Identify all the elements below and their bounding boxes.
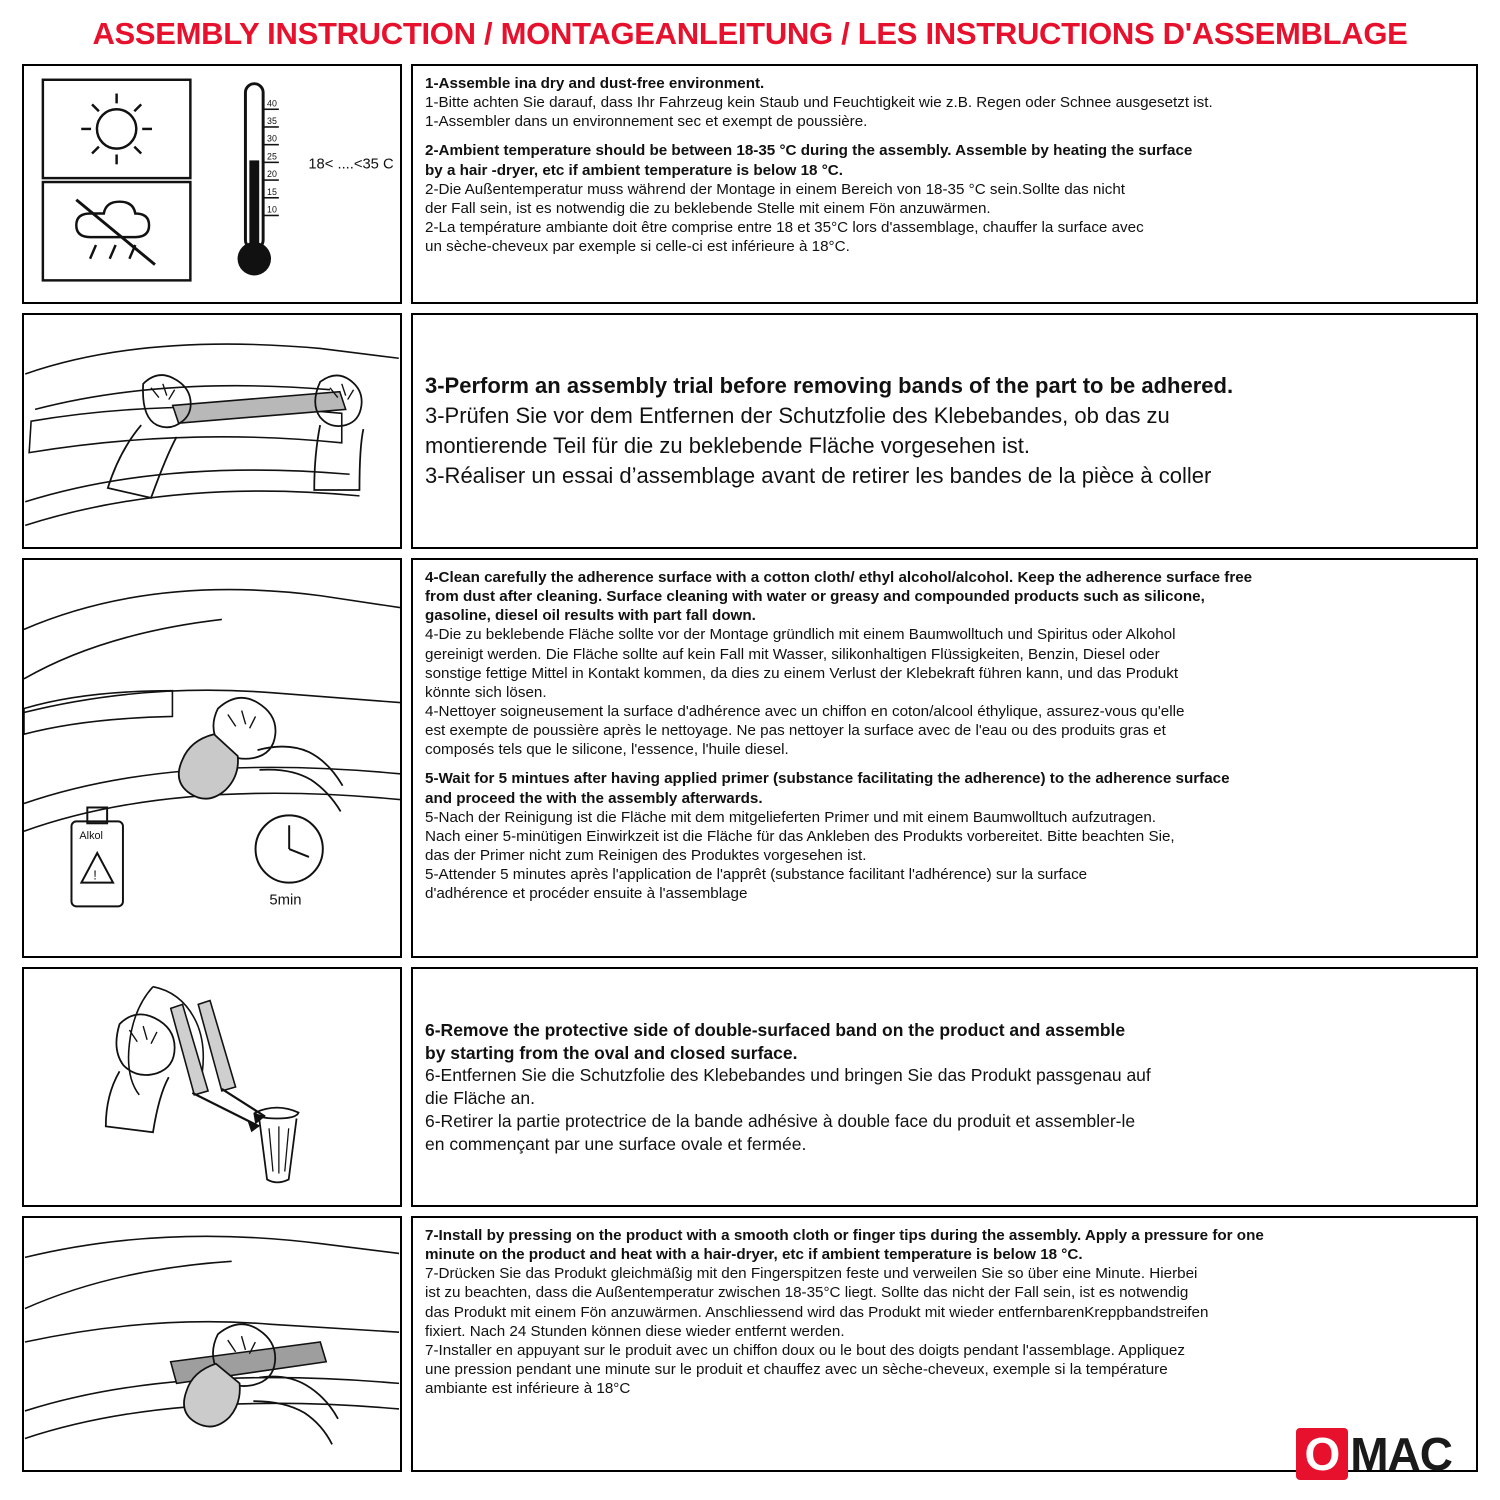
step2-line-en-2: by a hair -dryer, etc if ambient temperature is below 18 °C. bbox=[425, 161, 843, 179]
step3-line-fr: 3-Réaliser un essai d’assemblage avant de retirer les bandes de la pièce à coller bbox=[425, 462, 1212, 488]
step1-line-fr: 1-Assembler dans un environnement sec et exempt de poussière. bbox=[425, 113, 868, 131]
step-text-6 bbox=[411, 967, 1478, 1207]
step-row-2 bbox=[22, 313, 1478, 549]
step7-line-de-2: ist zu beachten, dass die Außentemperatur zwischen 18-35°C liegt. Sollte das nicht der Fall sein, ist es notwendig bbox=[425, 1284, 1189, 1302]
step-text-1-2 bbox=[411, 64, 1478, 304]
step2-line-fr-2: un sèche-cheveux par exemple si celle-ci est inférieure à 18°C. bbox=[425, 238, 850, 256]
step5-line-fr-2: d'adhérence et procéder ensuite à l'assemblage bbox=[425, 885, 748, 903]
step5-line-de-1: 5-Nach der Reinigung ist die Fläche mit dem mitgelieferten Primer und mit einem Baumwolltuch aufzutragen. bbox=[425, 808, 1157, 826]
svg-text:10: 10 bbox=[267, 204, 277, 215]
logo-wordmark: MAC bbox=[1350, 1428, 1452, 1480]
step5-line-fr-1: 5-Attender 5 minutes après l'application de l'apprêt (substance facilitant l'adhérence) sur la surface bbox=[425, 866, 1088, 884]
step2-line-fr-1: 2-La température ambiante doit être comprise entre 18 et 35°C lors d'assemblage, chauffer la surface avec bbox=[425, 218, 1144, 236]
step-text-3 bbox=[411, 313, 1478, 549]
step7-line-fr-2: une pression pendant une minute sur le produit et chauffez avec un sèche-cheveux, exemple si la température bbox=[425, 1360, 1168, 1378]
step3-line-de-1: 3-Prüfen Sie vor dem Entfernen der Schutzfolie des Klebebandes, ob das zu bbox=[425, 403, 1170, 429]
illustration-clean-surface bbox=[22, 558, 402, 958]
step-text-4-5 bbox=[411, 558, 1478, 958]
step4-line-fr-1: 4-Nettoyer soigneusement la surface d'adhérence avec un chiffon en coton/alcool éthylique, assurez-vous qu'elle bbox=[425, 702, 1185, 720]
illustration-trial-fit bbox=[22, 313, 402, 549]
step4-line-de-3: sonstige fettige Mittel in Kontakt kommen, da dies zu einem Verlust der Klebekraft führen kann, und das Produkt bbox=[425, 664, 1179, 682]
step4-line-en-1: 4-Clean carefully the adherence surface with a cotton cloth/ ethyl alcohol/alcohol. Keep the adherence surface free bbox=[425, 569, 1253, 586]
step7-line-en-1: 7-Install by pressing on the product with a smooth cloth or finger tips during the assembly. Apply a pressure for one bbox=[425, 1227, 1264, 1244]
step4-line-de-1: 4-Die zu beklebende Fläche sollte vor der Montage gründlich mit einem Baumwolltuch und Spiritus oder Alkohol bbox=[425, 626, 1176, 644]
step5-line-de-3: das der Primer nicht zum Reinigen des Produktes vorgesehen ist. bbox=[425, 846, 867, 864]
step4-line-en-2: from dust after cleaning. Surface cleaning with water or greasy and compounded products such as silicone, bbox=[425, 588, 1205, 606]
step2-line-en-1: 2-Ambient temperature should be between 18-35 °C during the assembly. Assemble by heating the surface bbox=[425, 142, 1193, 160]
env-temp-drawing bbox=[24, 66, 400, 302]
step-row-4 bbox=[22, 967, 1478, 1207]
svg-text:15: 15 bbox=[267, 186, 277, 197]
step7-line-fr-1: 7-Installer en appuyant sur le produit avec un chiffon doux ou le bout des doigts pendant l'assemblage. Appliquez bbox=[425, 1341, 1185, 1359]
step3-line-en: 3-Perform an assembly trial before removing bands of the part to be adhered. bbox=[425, 373, 1234, 399]
step7-line-de-3: das Produkt mit einem Fön anzuwärmen. Anschliessend wird das Produkt mit wieder entfernbarenKreppbandstreifen bbox=[425, 1303, 1209, 1321]
svg-text:20: 20 bbox=[267, 169, 277, 180]
illustration-press-product bbox=[22, 1216, 402, 1472]
step4-line-fr-3: composés tels que le silicone, l'essence, l'huile diesel. bbox=[425, 741, 789, 759]
step4-line-en-3: gasoline, diesel oil results with part fall down. bbox=[425, 607, 756, 625]
trial-fit-drawing bbox=[24, 315, 400, 547]
step4-line-de-4: könnte sich lösen. bbox=[425, 683, 547, 701]
svg-text:30: 30 bbox=[267, 133, 277, 144]
step1-line-de: 1-Bitte achten Sie darauf, dass Ihr Fahrzeug kein Staub und Feuchtigkeit wie z.B. Regen oder Schnee ausgesetzt ist. bbox=[425, 94, 1213, 112]
svg-text:!: ! bbox=[93, 867, 97, 883]
step5-line-de-2: Nach einer 5-minütigen Einwirkzeit ist die Fläche für das Ankleben des Produkts vorbereitet. Bitte beachten Sie, bbox=[425, 827, 1175, 845]
clock-label: 5min bbox=[269, 892, 302, 909]
step-row-3 bbox=[22, 558, 1478, 958]
step6-line-en-1: 6-Remove the protective side of double-surfaced band on the product and assemble bbox=[425, 1019, 1126, 1040]
step7-line-de-4: fixiert. Nach 24 Stunden können diese wieder entfernt werden. bbox=[425, 1322, 845, 1340]
step3-line-de-2: montierende Teil für die zu beklebende Fläche vorgesehen ist. bbox=[425, 433, 1030, 458]
step7-line-fr-3: ambiante est inférieure à 18°C bbox=[425, 1380, 631, 1398]
illustration-environment-temperature bbox=[22, 64, 402, 304]
svg-text:40: 40 bbox=[267, 98, 277, 109]
step5-line-en-1: 5-Wait for 5 mintues after having applied primer (substance facilitating the adherence) to the adherence surface bbox=[425, 770, 1230, 788]
step7-line-de-1: 7-Drücken Sie das Produkt gleichmäßig mit den Fingerspitzen feste und verweilen Sie so über eine Minute. Hierbei bbox=[425, 1265, 1198, 1283]
svg-text:25: 25 bbox=[267, 151, 277, 162]
bottle-label: Alkol bbox=[79, 830, 103, 843]
steps-container bbox=[22, 64, 1478, 1494]
press-product-drawing bbox=[24, 1218, 400, 1470]
step7-line-en-2: minute on the product and heat with a hair-dryer, etc if ambient temperature is below 18 °C. bbox=[425, 1246, 1083, 1264]
omac-logo bbox=[1296, 1428, 1452, 1480]
illustration-remove-liner bbox=[22, 967, 402, 1207]
step6-line-en-2: by starting from the oval and closed surface. bbox=[425, 1042, 798, 1063]
step-row-5 bbox=[22, 1216, 1478, 1472]
step-row-1 bbox=[22, 64, 1478, 304]
step1-line-en: 1-Assemble ina dry and dust-free environment. bbox=[425, 75, 765, 92]
step6-line-de-2: die Fläche an. bbox=[425, 1088, 535, 1108]
remove-liner-drawing bbox=[24, 969, 400, 1205]
step6-line-fr-1: 6-Retirer la partie protectrice de la bande adhésive à double face du produit et assembler-le bbox=[425, 1110, 1136, 1131]
step2-line-de-2: der Fall sein, ist es notwendig die zu beklebende Stelle mit einem Fön anzuwärmen. bbox=[425, 199, 991, 217]
clean-surface-drawing bbox=[24, 560, 400, 956]
temp-range-label: 18< ....<35 C bbox=[308, 156, 394, 173]
logo-mark-o: O bbox=[1296, 1428, 1348, 1480]
page-title: ASSEMBLY INSTRUCTION / MONTAGEANLEITUNG / LES INSTRUCTIONS D'ASSEMBLAGE bbox=[92, 16, 1408, 51]
step5-line-en-2: and proceed the with the assembly afterwards. bbox=[425, 789, 763, 807]
step4-line-fr-2: est exempte de poussière après le nettoyage. Ne pas nettoyer la surface avec de l'eau ou des produits gras et bbox=[425, 722, 1166, 740]
step2-line-de-1: 2-Die Außentemperatur muss während der Montage in einem Bereich von 18-35 °C sein.Sollte das nicht bbox=[425, 180, 1126, 198]
step4-line-de-2: gereinigt werden. Die Fläche sollte auf kein Fall mit Wasser, silikonhaltigen Flüssigkeiten, Benzin, Diesel oder bbox=[425, 645, 1160, 663]
svg-text:35: 35 bbox=[267, 116, 277, 127]
step6-line-de-1: 6-Entfernen Sie die Schutzfolie des Klebebandes und bringen Sie das Produkt passgenau auf bbox=[425, 1065, 1151, 1086]
step6-line-fr-2: en commençant par une surface ovale et fermée. bbox=[425, 1133, 807, 1154]
